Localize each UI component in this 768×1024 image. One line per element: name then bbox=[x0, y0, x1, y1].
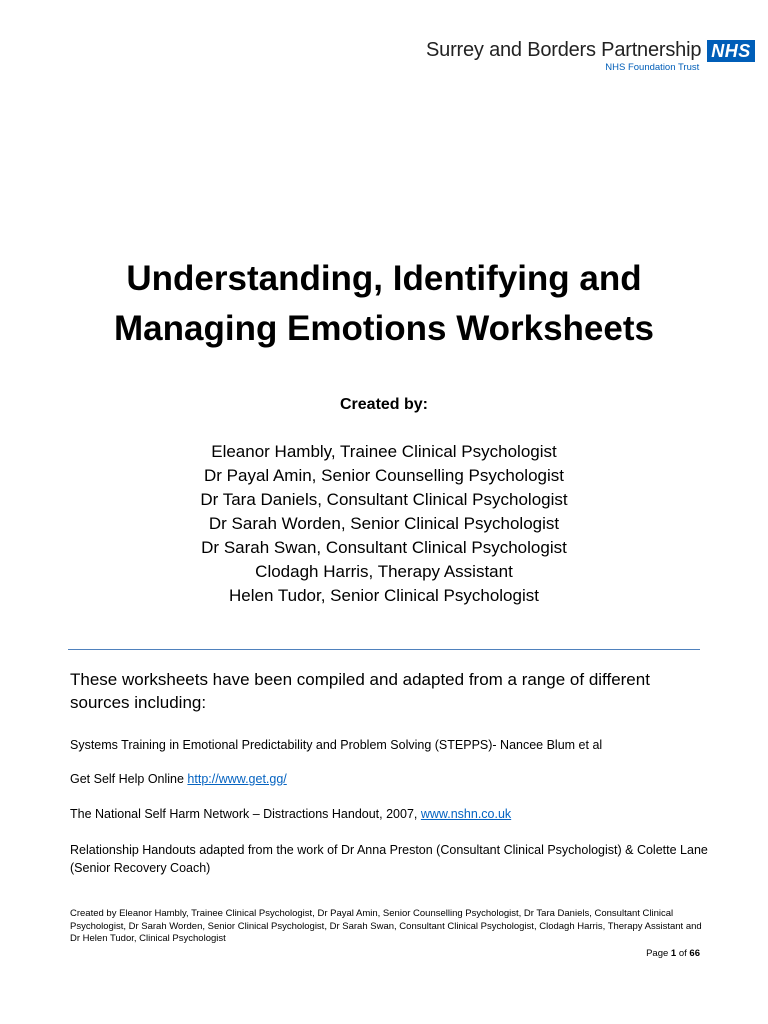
source-get-self-help bbox=[70, 770, 710, 788]
footer-credits: Created by Eleanor Hambly, Trainee Clinical Psychologist, Dr Payal Amin, Senior Counselling Psychologist, Dr Tara Daniels, Consultant Clinical Psychologist, Dr Sarah Worden, Senior Clinical Psychologist, Dr Sarah Swan, Consultant Clinical Psychologist, Clodagh Harris, Therapy Assistant and Dr Helen Tudor, Clinical Psychologist bbox=[70, 908, 702, 944]
source-nshn-text: The National Self Harm Network – Distractions Handout, 2007, bbox=[70, 807, 421, 821]
intro-paragraph: These worksheets have been compiled and adapted from a range of different sources including: bbox=[70, 670, 650, 712]
org-subtitle: NHS Foundation Trust bbox=[605, 62, 700, 73]
nhs-logo: NHS bbox=[707, 40, 755, 62]
author-item: Eleanor Hambly, Trainee Clinical Psychologist bbox=[211, 442, 557, 461]
source-get-self-help-text: Get Self Help Online bbox=[70, 772, 188, 786]
author-item: Dr Sarah Swan, Consultant Clinical Psychologist bbox=[201, 538, 567, 557]
author-item: Dr Sarah Worden, Senior Clinical Psychologist bbox=[208, 514, 560, 533]
page-current: 1 bbox=[670, 948, 677, 959]
page-of: of bbox=[676, 948, 690, 959]
horizontal-divider bbox=[68, 649, 700, 650]
page-label: Page bbox=[646, 948, 671, 959]
author-item: Clodagh Harris, Therapy Assistant bbox=[255, 562, 513, 581]
author-item: Dr Payal Amin, Senior Counselling Psychologist bbox=[203, 466, 564, 485]
org-name: Surrey and Borders Partnership bbox=[426, 39, 702, 61]
author-item: Dr Tara Daniels, Consultant Clinical Psychologist bbox=[200, 490, 568, 509]
nshn-link[interactable]: www.nshn.co.uk bbox=[420, 807, 512, 821]
source-relationship: Relationship Handouts adapted from the work of Dr Anna Preston (Consultant Clinical Psychologist) & Colette Lane (Senior Recovery Coach) bbox=[70, 843, 708, 875]
title-line-1: Understanding, Identifying and bbox=[126, 259, 642, 298]
created-by-label: Created by: bbox=[339, 396, 429, 413]
source-nshn bbox=[70, 805, 710, 823]
page-total: 66 bbox=[689, 948, 700, 959]
source-stepps: Systems Training in Emotional Predictability and Problem Solving (STEPPS)- Nancee Blum et al bbox=[70, 738, 603, 752]
page-number bbox=[560, 948, 700, 959]
author-item: Helen Tudor, Senior Clinical Psychologist bbox=[229, 586, 539, 605]
get-self-help-link[interactable]: http://www.get.gg/ bbox=[187, 772, 287, 786]
author-list bbox=[0, 440, 768, 608]
organisation-logo bbox=[426, 38, 755, 73]
logo-text bbox=[426, 38, 701, 73]
document-title bbox=[0, 254, 768, 354]
title-line-2: Managing Emotions Worksheets bbox=[114, 309, 654, 348]
